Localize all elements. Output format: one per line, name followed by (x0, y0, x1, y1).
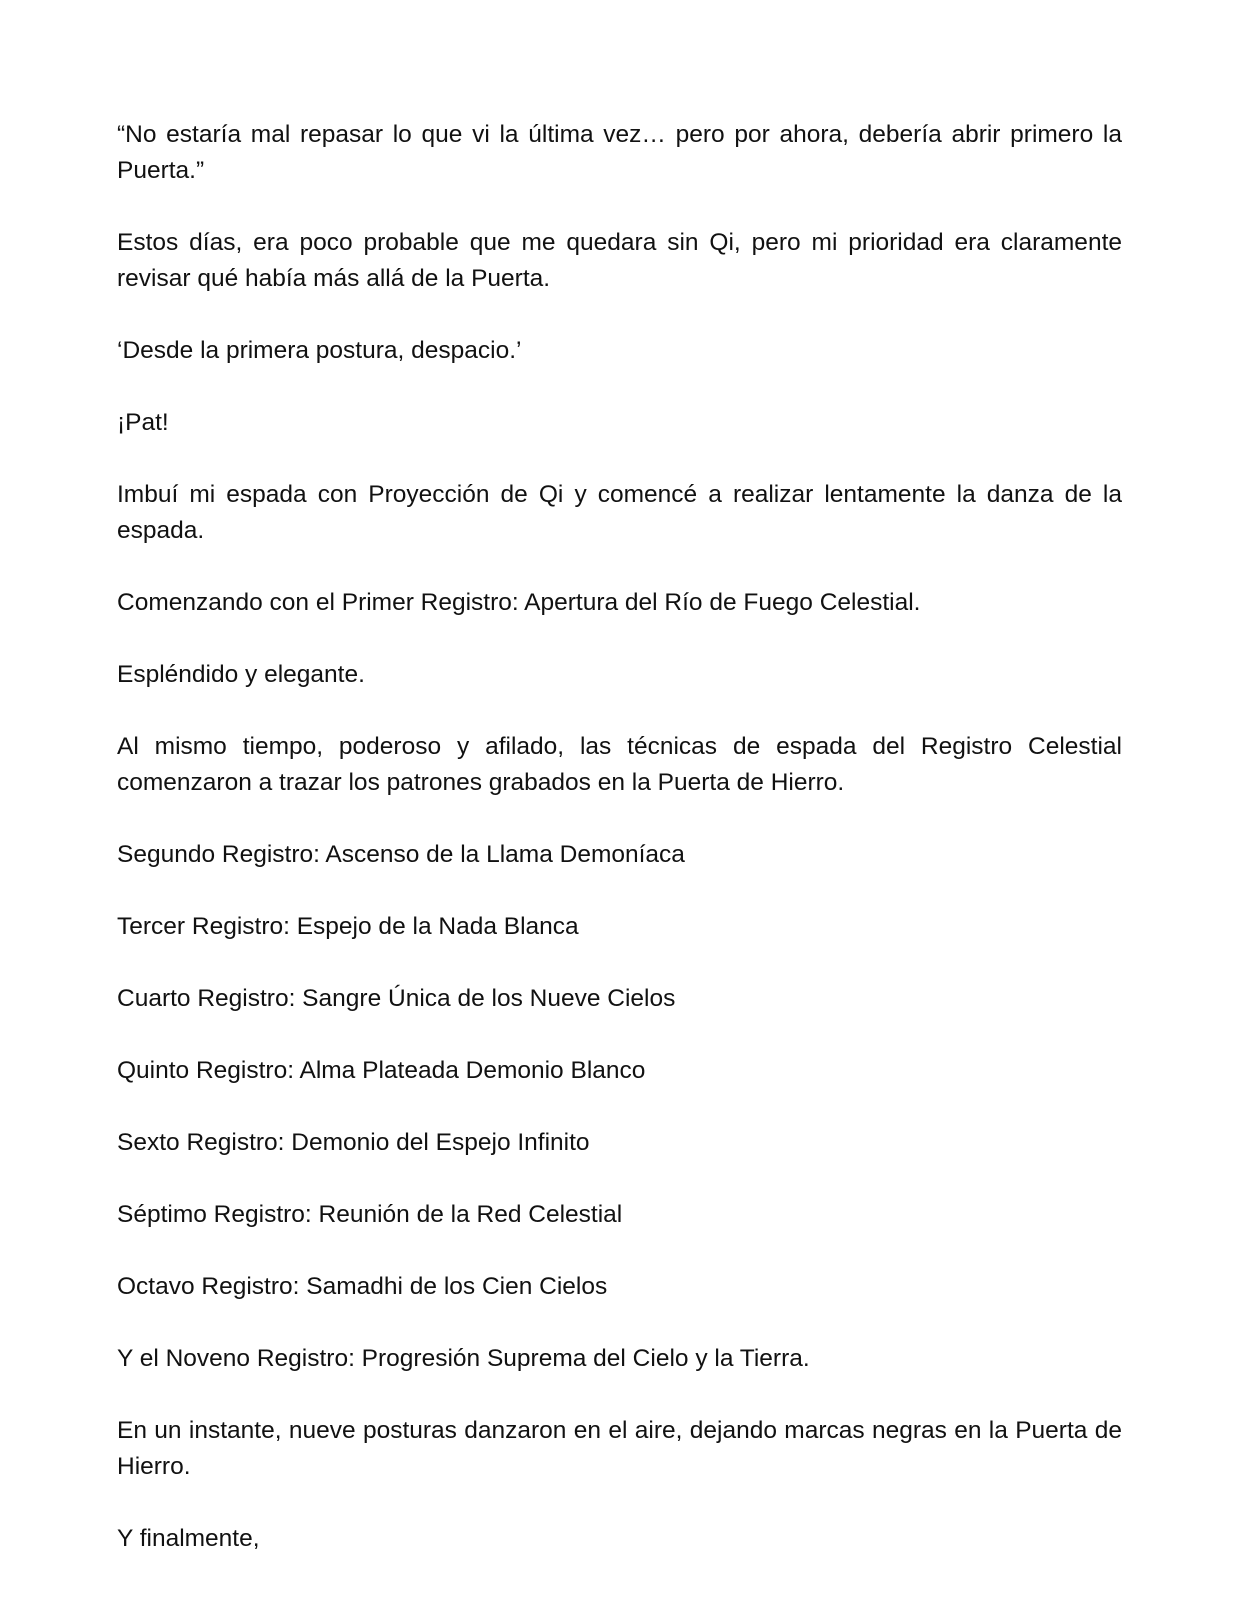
paragraph: Cuarto Registro: Sangre Única de los Nueve Cielos (117, 985, 676, 1012)
paragraph: Al mismo tiempo, poderoso y afilado, las técnicas de espada del Registro Celestial comenzaron a trazar los patrones grabados en la Puerta de Hierro. (117, 733, 1122, 796)
paragraph: Espléndido y elegante. (117, 661, 365, 688)
paragraph: Quinto Registro: Alma Plateada Demonio Blanco (117, 1057, 646, 1084)
paragraph: Octavo Registro: Samadhi de los Cien Cielos (117, 1273, 608, 1300)
paragraph: Imbuí mi espada con Proyección de Qi y comencé a realizar lentamente la danza de la espada. (117, 481, 1122, 544)
paragraph: Tercer Registro: Espejo de la Nada Blanca (117, 913, 579, 940)
paragraph: ‘Desde la primera postura, despacio.’ (117, 337, 522, 364)
paragraph: Y finalmente, (117, 1525, 260, 1552)
paragraph: Segundo Registro: Ascenso de la Llama Demoníaca (117, 841, 685, 868)
paragraph: Séptimo Registro: Reunión de la Red Celestial (117, 1201, 623, 1228)
paragraph: ¡Pat! (117, 409, 169, 436)
paragraph: Estos días, era poco probable que me quedara sin Qi, pero mi prioridad era claramente revisar qué había más allá de la Puerta. (117, 229, 1122, 292)
paragraph: “No estaría mal repasar lo que vi la última vez… pero por ahora, debería abrir primero la Puerta.” (117, 121, 1122, 184)
paragraph: Sexto Registro: Demonio del Espejo Infinito (117, 1129, 590, 1156)
paragraph: Y el Noveno Registro: Progresión Suprema del Cielo y la Tierra. (117, 1345, 810, 1372)
paragraph: En un instante, nueve posturas danzaron en el aire, dejando marcas negras en la Puerta de Hierro. (117, 1417, 1122, 1480)
paragraph: Comenzando con el Primer Registro: Apertura del Río de Fuego Celestial. (117, 589, 921, 616)
document-page (117, 117, 1122, 1593)
